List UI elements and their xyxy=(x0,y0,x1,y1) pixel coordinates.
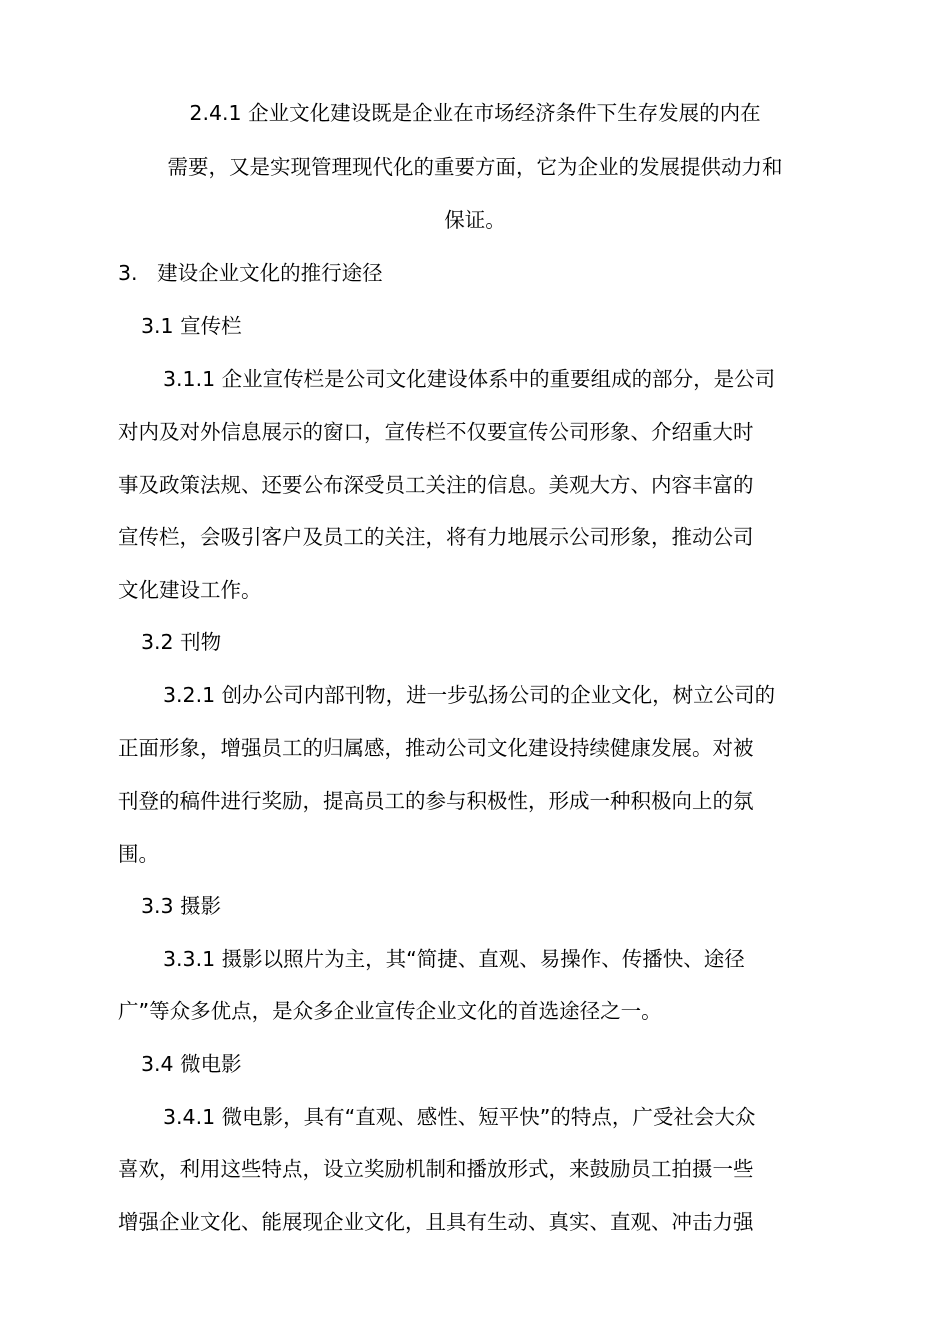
paragraph-3-1-1-line-4: 宣传栏，会吸引客户及员工的关注，将有力地展示公司形象，推动公司 xyxy=(118,525,754,549)
paragraph-3-4-1-line-1: 3.4.1 微电影，具有“直观、感性、短平快”的特点，广受社会大众 xyxy=(163,1105,756,1129)
paragraph-3-2-1-line-1: 3.2.1 创办公司内部刊物，进一步弘扬公司的企业文化，树立公司的 xyxy=(163,683,776,707)
paragraph-2-4-1-line-1: 2.4.1 企业文化建设既是企业在市场经济条件下生存发展的内在 xyxy=(189,101,761,125)
section-heading-3: 3. 建设企业文化的推行途径 xyxy=(118,261,383,285)
paragraph-3-2-1-line-2: 正面形象，增强员工的归属感，推动公司文化建设持续健康发展。对被 xyxy=(118,736,754,760)
paragraph-2-4-1-line-3: 保证。 xyxy=(444,208,506,232)
section-heading-3-1: 3.1 宣传栏 xyxy=(141,314,242,338)
paragraph-3-4-1-line-3: 增强企业文化、能展现企业文化，且具有生动、真实、直观、冲击力强 xyxy=(118,1210,754,1234)
paragraph-3-4-1-line-2: 喜欢，利用这些特点，设立奖励机制和播放形式，来鼓励员工拍摄一些 xyxy=(118,1157,754,1181)
paragraph-3-2-1-line-3: 刊登的稿件进行奖励，提高员工的参与积极性，形成一种积极向上的氛 xyxy=(118,789,754,813)
section-heading-3-2: 3.2 刊物 xyxy=(141,630,222,654)
paragraph-3-3-1-line-1: 3.3.1 摄影以照片为主，其“简捷、直观、易操作、传播快、途径 xyxy=(163,947,745,971)
paragraph-3-1-1-line-1: 3.1.1 企业宣传栏是公司文化建设体系中的重要组成的部分，是公司 xyxy=(163,367,776,391)
paragraph-3-1-1-line-5: 文化建设工作。 xyxy=(118,578,262,602)
section-heading-3-4: 3.4 微电影 xyxy=(141,1052,242,1076)
paragraph-3-2-1-line-4: 围。 xyxy=(118,842,159,866)
section-heading-3-3: 3.3 摄影 xyxy=(141,894,222,918)
paragraph-3-1-1-line-2: 对内及对外信息展示的窗口，宣传栏不仅要宣传公司形象、介绍重大时 xyxy=(118,420,754,444)
paragraph-2-4-1-line-2: 需要，又是实现管理现代化的重要方面，它为企业的发展提供动力和 xyxy=(167,155,783,179)
paragraph-3-3-1-line-2: 广”等众多优点，是众多企业宣传企业文化的首选途径之一。 xyxy=(118,999,662,1023)
paragraph-3-1-1-line-3: 事及政策法规、还要公布深受员工关注的信息。美观大方、内容丰富的 xyxy=(118,473,754,497)
